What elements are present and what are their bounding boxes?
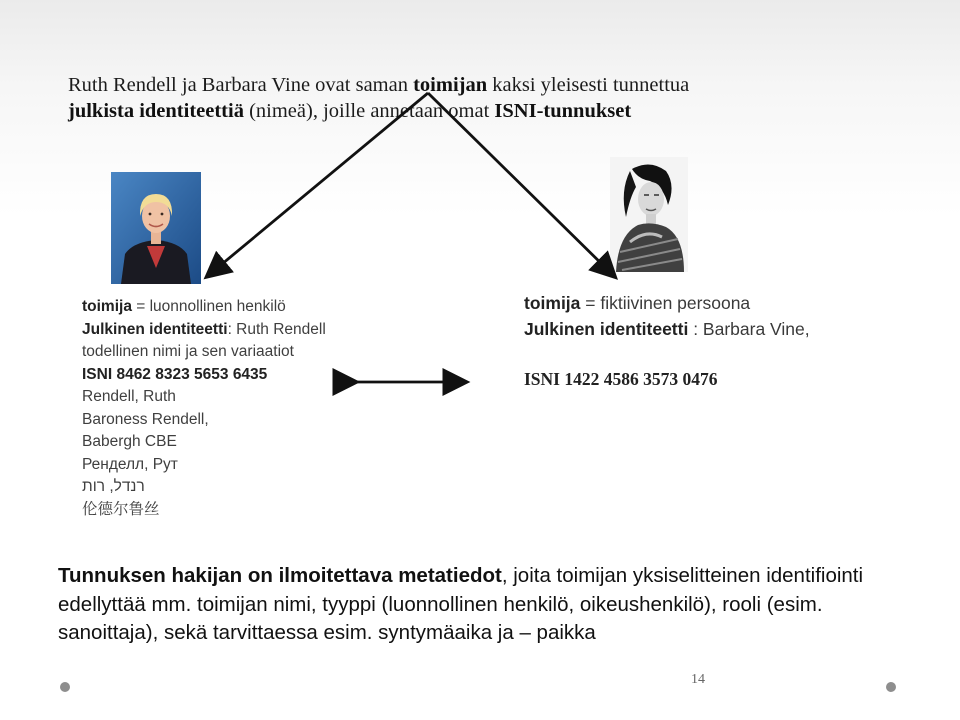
right-actor-label: toimija bbox=[524, 293, 581, 313]
left-identity-label: Julkinen identiteetti bbox=[82, 320, 228, 338]
left-real-name-note: todellinen nimi ja sen variaatiot bbox=[82, 343, 294, 360]
heading-bold-isni: ISNI-tunnukset bbox=[494, 100, 632, 122]
right-isni bbox=[524, 366, 944, 392]
right-actor-line bbox=[524, 290, 944, 316]
name-variant: Rendell, Ruth bbox=[82, 388, 176, 405]
heading-bold-identiteettia: julkista identiteettiä bbox=[68, 100, 244, 122]
arrow-to-barbara-vine bbox=[428, 93, 612, 274]
left-isni-value: ISNI 8462 8323 5653 6435 bbox=[82, 365, 268, 383]
heading-text-3: (nimeä), joille annetaan omat bbox=[243, 100, 495, 122]
right-isni-value: ISNI 1422 4586 3573 0476 bbox=[524, 369, 718, 389]
metadata-body: , joita toimijan yksiselitteinen identifiointi edellyttää mm. toimijan nimi, tyyppi (luonnollinen henkilö, oikeushenkilö), rooli (esim. sanoittaja), sekä tarvittaessa esim. syntymäaika ja – paikka bbox=[58, 564, 864, 644]
name-variant-chinese: 伦德尔鲁丝 bbox=[82, 500, 160, 518]
right-actor-value: = fiktiivinen persoona bbox=[580, 293, 751, 313]
name-variant-cyrillic: Ренделл, Рут bbox=[82, 455, 178, 473]
arrow-to-ruth-rendell bbox=[210, 93, 428, 274]
right-identity-line bbox=[524, 316, 944, 342]
decorative-dot-left bbox=[60, 682, 70, 692]
left-actor-line bbox=[82, 296, 402, 319]
name-variant-hebrew-line bbox=[82, 476, 402, 499]
decorative-dot-right bbox=[886, 682, 896, 692]
heading-bold-toimijan: toimijan bbox=[413, 74, 488, 96]
page-number: 14 bbox=[691, 672, 705, 687]
ruth-rendell-info bbox=[82, 296, 402, 521]
right-identity-label: Julkinen identiteetti bbox=[524, 319, 689, 339]
left-identity-line bbox=[82, 319, 402, 342]
right-identity-value: : Barbara Vine, bbox=[688, 319, 810, 339]
left-actor-value: = luonnollinen henkilö bbox=[131, 298, 286, 315]
name-variant: Babergh CBE bbox=[82, 433, 177, 450]
name-variant-hebrew: רנדל, רות bbox=[82, 478, 145, 495]
metadata-paragraph bbox=[58, 562, 918, 648]
heading-text-1: Ruth Rendell ja Barbara Vine ovat saman bbox=[68, 74, 414, 96]
barbara-vine-info bbox=[524, 290, 944, 392]
left-identity-value: : Ruth Rendell bbox=[227, 320, 326, 338]
heading-text-2: kaksi yleisesti tunnettua bbox=[487, 74, 690, 96]
left-isni bbox=[82, 364, 402, 387]
name-variant: Baroness Rendell, bbox=[82, 410, 209, 428]
metadata-bold-lead: Tunnuksen hakijan on ilmoitettava metatiedot bbox=[58, 564, 502, 587]
left-actor-label: toimija bbox=[82, 298, 132, 315]
